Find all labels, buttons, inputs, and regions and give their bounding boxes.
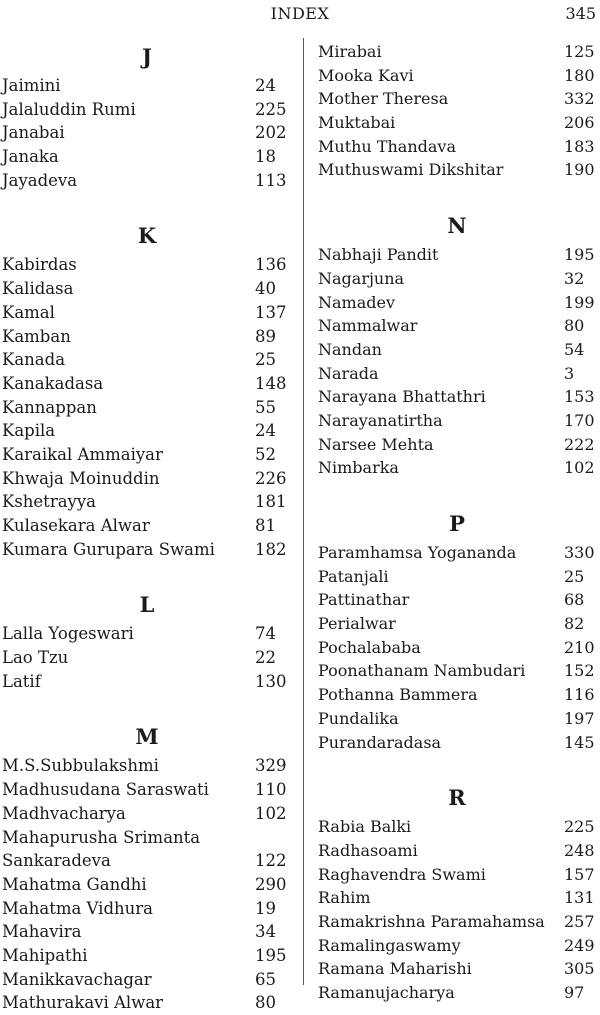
- index-entry: [2, 670, 292, 694]
- index-entry: [318, 731, 596, 755]
- entry-name: Pochalababa: [318, 637, 421, 657]
- entry-name: Nammalwar: [318, 316, 418, 336]
- entry-name: Patanjali: [318, 566, 389, 586]
- index-entry: [2, 396, 292, 420]
- entry-name: Rahim: [318, 888, 371, 908]
- entry-page: 97: [564, 983, 585, 1002]
- entry-page: 199: [564, 292, 595, 312]
- entry-page: 226: [255, 468, 287, 488]
- index-entry: [2, 490, 292, 514]
- entry-page: 52: [255, 444, 276, 464]
- entry-name: Latif: [2, 671, 41, 691]
- index-entry: [2, 778, 292, 802]
- entry-name: Kapila: [2, 421, 56, 441]
- entry-name: Madhvacharya: [2, 803, 126, 823]
- index-entry: [318, 267, 596, 291]
- index-entry: [318, 385, 596, 409]
- entry-page: 102: [564, 458, 595, 478]
- entry-name: Narada: [318, 363, 379, 383]
- index-section: [2, 40, 292, 192]
- index-entry: [318, 683, 596, 707]
- entry-page: 157: [564, 864, 595, 884]
- entry-page: 113: [255, 170, 287, 190]
- entry-page: 24: [255, 421, 276, 441]
- index-entry: [318, 314, 596, 338]
- entry-page: 125: [564, 42, 595, 61]
- section-letter: J: [142, 44, 152, 69]
- index-entry: [2, 325, 292, 349]
- index-entry: [2, 419, 292, 443]
- index-section: [2, 588, 292, 693]
- entry-name: Nagarjuna: [318, 268, 405, 288]
- entry-page: 190: [564, 160, 595, 180]
- index-entry: [318, 588, 596, 612]
- entry-page: 122: [255, 851, 287, 871]
- entry-page: 136: [255, 255, 287, 275]
- entry-page: 195: [255, 945, 287, 965]
- index-entry: [2, 74, 292, 98]
- entry-name: Ramalingaswamy: [318, 935, 461, 955]
- entry-name: Kanakadasa: [2, 373, 104, 393]
- entry-name: Nabhaji Pandit: [318, 245, 439, 265]
- entry-page: 222: [564, 434, 595, 454]
- entry-name: Mirabai: [318, 42, 382, 61]
- entry-page: 40: [255, 279, 276, 299]
- entry-name: Jaimini: [2, 76, 61, 95]
- entry-name: Mooka Kavi: [318, 65, 414, 85]
- entry-page: 102: [255, 803, 287, 823]
- index-entry: [318, 409, 596, 433]
- index-entry: [318, 612, 596, 636]
- index-entry: [2, 646, 292, 670]
- section-letter: K: [137, 223, 157, 249]
- index-entry: [2, 301, 292, 325]
- entry-page: 81: [255, 516, 276, 535]
- right-column: [318, 40, 596, 1005]
- entry-name: Rabia Balki: [318, 817, 412, 837]
- index-entry: [318, 934, 596, 958]
- index-entry: [318, 863, 596, 887]
- section-letter: M: [135, 724, 159, 750]
- entry-name: Mathurakavi Alwar: [2, 993, 164, 1013]
- entry-name: Namadev: [318, 292, 395, 312]
- entry-name: Sankaradeva: [2, 851, 111, 871]
- entry-name: Ramanujacharya: [318, 983, 455, 1002]
- entry-page: 206: [564, 113, 595, 133]
- entry-page: 32: [564, 268, 585, 288]
- entry-page: 74: [255, 624, 276, 644]
- index-entry: [318, 362, 596, 386]
- index-entry: [318, 839, 596, 863]
- index-entry: [2, 467, 292, 491]
- entry-name: Pattinathar: [318, 590, 410, 610]
- entry-page: 202: [255, 123, 287, 143]
- index-entry: [318, 40, 596, 64]
- entry-name: Narsee Mehta: [318, 434, 434, 454]
- entry-name: Nimbarka: [318, 458, 399, 478]
- entry-page: 329: [255, 756, 287, 776]
- index-section: [318, 507, 596, 754]
- entry-page: 152: [564, 661, 595, 681]
- entry-name: Janaka: [2, 147, 59, 167]
- entry-page: 153: [564, 387, 595, 407]
- entry-name: Raghavendra Swami: [318, 864, 486, 884]
- index-entry: [2, 968, 292, 992]
- index-entry: [2, 826, 292, 850]
- entry-page: 330: [564, 543, 595, 562]
- index-entry: [2, 991, 292, 1015]
- index-entry: [2, 348, 292, 372]
- index-entry: [2, 121, 292, 145]
- entry-page: 65: [255, 969, 276, 989]
- entry-page: 22: [255, 648, 276, 668]
- entry-page: 54: [564, 339, 585, 359]
- index-section: [318, 781, 596, 1005]
- entry-name: Narayana Bhattathri: [318, 387, 486, 407]
- entry-page: 148: [255, 373, 287, 393]
- entry-page: 80: [564, 316, 585, 336]
- entry-name: Kalidasa: [2, 279, 74, 299]
- index-entry: [318, 87, 596, 111]
- index-entry: [318, 456, 596, 480]
- index-entry: [2, 277, 292, 301]
- entry-page: 210: [564, 637, 595, 657]
- entry-name: Radhasoami: [318, 840, 418, 860]
- entry-page: 225: [255, 99, 287, 119]
- index-entry: [2, 145, 292, 169]
- entry-name: Purandaradasa: [318, 732, 442, 752]
- entry-page: 249: [564, 935, 595, 955]
- index-entry: [2, 443, 292, 467]
- entry-page: 195: [564, 245, 595, 265]
- entry-page: 145: [564, 732, 595, 752]
- index-entry: [318, 541, 596, 565]
- entry-name: Nandan: [318, 339, 382, 359]
- index-entry: [2, 920, 292, 944]
- index-entry: [318, 64, 596, 88]
- entry-name: Lalla Yogeswari: [2, 624, 134, 644]
- entry-name: Kumara Gurupara Swami: [2, 539, 215, 559]
- entry-page: 34: [255, 922, 276, 942]
- entry-name: Mother Theresa: [318, 89, 449, 109]
- entry-name: Kabirdas: [2, 255, 77, 275]
- entry-name: Mahatma Gandhi: [2, 874, 147, 894]
- index-entry: [2, 944, 292, 968]
- index-entry: [2, 897, 292, 921]
- index-entry: [318, 158, 596, 182]
- entry-name: Kamban: [2, 326, 71, 346]
- entry-page: 89: [255, 326, 276, 346]
- index-entry: [318, 433, 596, 457]
- index-entry: [318, 910, 596, 934]
- entry-page: 225: [564, 817, 595, 837]
- entry-page: 80: [255, 993, 276, 1013]
- index-entry: [2, 372, 292, 396]
- entry-page: 116: [564, 685, 595, 705]
- column-divider: [303, 38, 304, 985]
- entry-name: Narayanatirtha: [318, 410, 443, 430]
- entry-name: Karaikal Ammaiyar: [2, 444, 163, 464]
- entry-name: Pothanna Bammera: [318, 685, 478, 705]
- section-gap: [2, 192, 292, 219]
- index-entry: [2, 169, 292, 193]
- entry-page: 180: [564, 65, 595, 85]
- entry-name: Kshetrayya: [2, 492, 97, 512]
- entry-page: 248: [564, 840, 595, 860]
- index-entry: [318, 659, 596, 683]
- entry-name: Mahatma Vidhura: [2, 898, 153, 918]
- entry-name: Khwaja Moinuddin: [2, 468, 160, 488]
- index-entry: [318, 291, 596, 315]
- entry-name: Jayadeva: [2, 170, 78, 190]
- entry-name: Kanada: [2, 350, 66, 370]
- entry-name: Mahavira: [2, 922, 82, 942]
- index-entry: [318, 636, 596, 660]
- section-letter: L: [139, 592, 155, 618]
- entry-name: Kulasekara Alwar: [2, 516, 150, 535]
- entry-page: 137: [255, 302, 287, 322]
- index-entry: [2, 253, 292, 277]
- entry-name: Mahipathi: [2, 945, 88, 965]
- entry-name: Kannappan: [2, 397, 97, 417]
- left-column: [2, 40, 292, 1015]
- entry-name: Lao Tzu: [2, 648, 69, 668]
- entry-page: 25: [255, 350, 276, 370]
- index-section: [2, 219, 292, 561]
- entry-page: 82: [564, 614, 585, 634]
- entry-page: 19: [255, 898, 276, 918]
- entry-page: 131: [564, 888, 595, 908]
- index-section: [2, 720, 292, 1015]
- section-gap: [2, 693, 292, 720]
- index-entry: [318, 338, 596, 362]
- entry-name: Muktabai: [318, 113, 396, 133]
- index-section: [318, 40, 596, 182]
- section-gap: [2, 561, 292, 588]
- index-entry: [2, 873, 292, 897]
- entry-page: 170: [564, 410, 595, 430]
- entry-page: 332: [564, 89, 595, 109]
- entry-name: Perialwar: [318, 614, 396, 634]
- entry-page: 181: [255, 492, 287, 512]
- entry-name: Janabai: [2, 123, 65, 143]
- entry-page: 25: [564, 566, 585, 586]
- section-letter: N: [447, 213, 467, 239]
- section-letter: P: [449, 511, 465, 536]
- entry-page: 182: [255, 539, 287, 559]
- section-letter: R: [448, 785, 466, 811]
- index-entry: [318, 565, 596, 589]
- entry-page: 257: [564, 911, 595, 931]
- entry-name: Paramhamsa Yogananda: [318, 543, 517, 562]
- entry-page: 3: [564, 363, 575, 383]
- entry-name: Manikkavachagar: [2, 969, 152, 989]
- index-entry: [2, 849, 292, 873]
- entry-name: M.S.Subbulakshmi: [2, 756, 159, 776]
- entry-page: 197: [564, 708, 595, 728]
- index-entry: [318, 815, 596, 839]
- index-entry: [2, 514, 292, 538]
- section-gap: [318, 754, 596, 781]
- entry-page: 183: [564, 136, 595, 156]
- entry-name: Muthuswami Dikshitar: [318, 160, 504, 180]
- entry-name: Pundalika: [318, 708, 399, 728]
- entry-name: Ramakrishna Paramahamsa: [318, 911, 545, 931]
- index-entry: [2, 754, 292, 778]
- entry-name: Madhusudana Saraswati: [2, 780, 209, 800]
- entry-name: Mahapurusha Srimanta: [2, 827, 201, 847]
- index-entry: [2, 98, 292, 122]
- index-entry: [318, 135, 596, 159]
- index-entry: [2, 622, 292, 646]
- index-entry: [318, 111, 596, 135]
- index-entry: [318, 886, 596, 910]
- entry-name: Muthu Thandava: [318, 136, 456, 156]
- index-entry: [318, 243, 596, 267]
- index-entry: [2, 538, 292, 562]
- entry-page: 130: [255, 671, 287, 691]
- index-section: [318, 209, 596, 480]
- running-header: INDEX: [270, 4, 330, 23]
- index-entry: [318, 957, 596, 981]
- entry-name: Poonathanam Nambudari: [318, 661, 526, 681]
- entry-page: 110: [255, 780, 287, 800]
- entry-page: 18: [255, 147, 276, 167]
- section-gap: [318, 182, 596, 209]
- entry-name: Jalaluddin Rumi: [2, 99, 136, 119]
- section-gap: [318, 480, 596, 507]
- entry-page: 290: [255, 874, 287, 894]
- index-entry: [2, 802, 292, 826]
- entry-page: 68: [564, 590, 585, 610]
- entry-page: 305: [564, 959, 595, 979]
- page-number: 345: [565, 4, 596, 23]
- entry-page: 55: [255, 397, 276, 417]
- entry-name: Kamal: [2, 302, 55, 322]
- index-entry: [318, 707, 596, 731]
- entry-name: Ramana Maharishi: [318, 959, 472, 979]
- entry-page: 24: [255, 76, 276, 95]
